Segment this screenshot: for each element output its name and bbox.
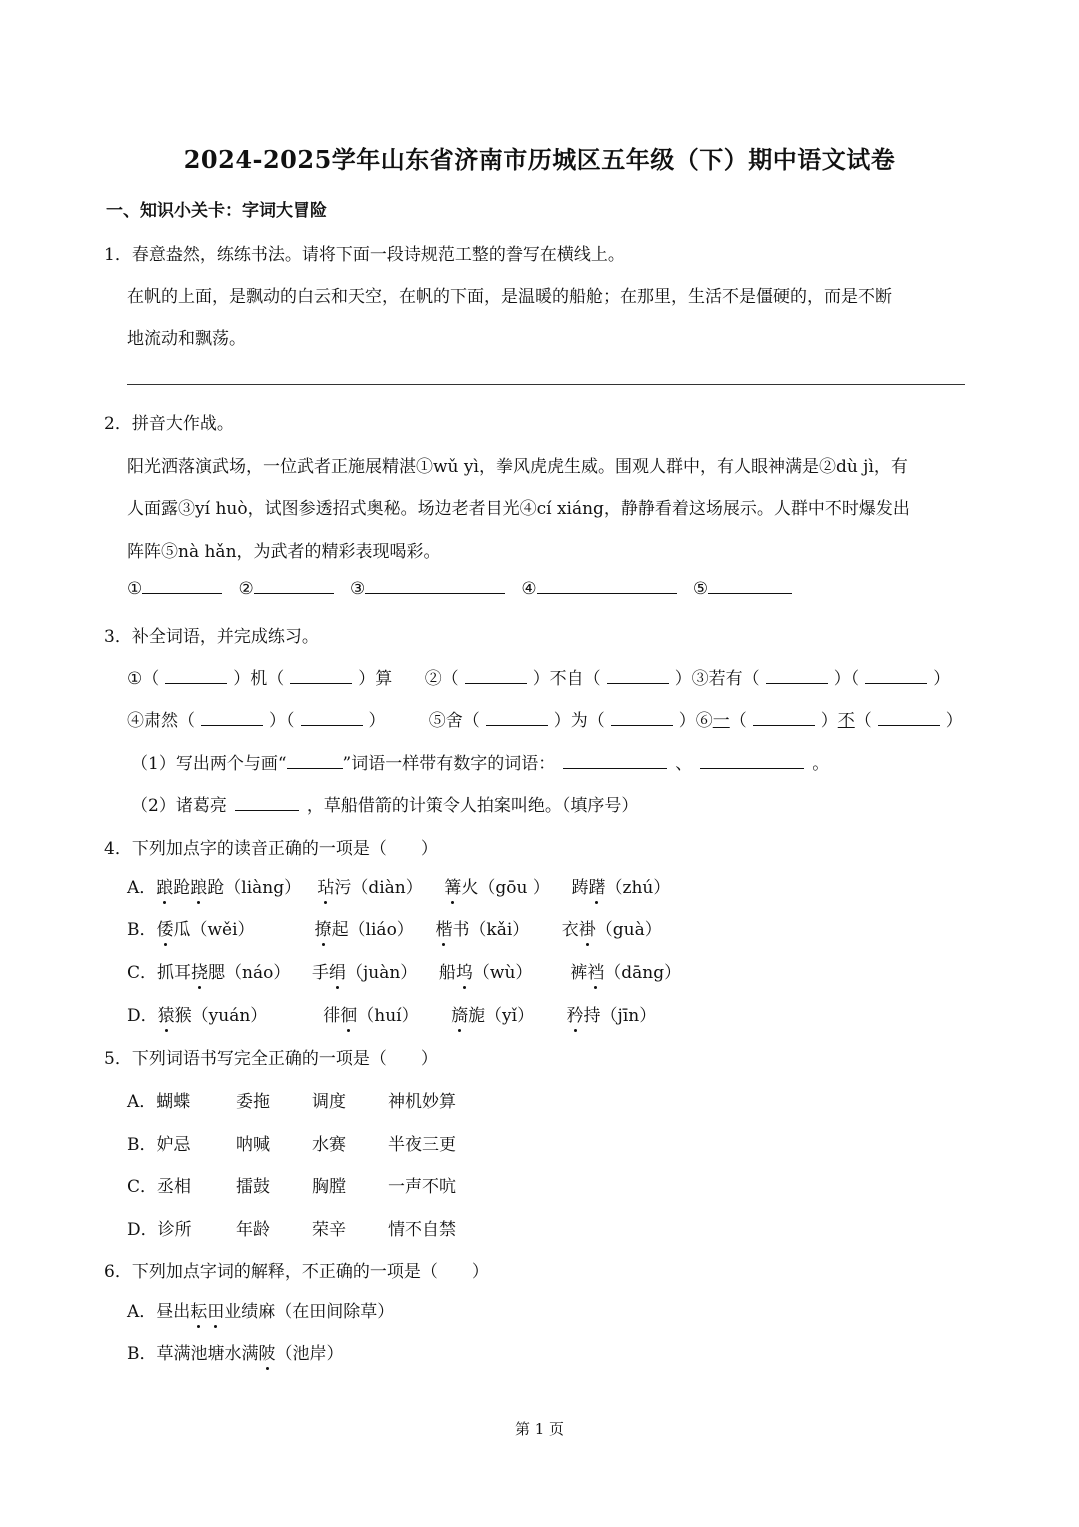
question-3-sub-1: （1）写出两个与画“ ”词语一样带有数字的词语： 、 。 bbox=[131, 754, 830, 774]
answer-line[interactable] bbox=[127, 384, 965, 385]
question-2-stem bbox=[104, 409, 234, 434]
question-number: 5． bbox=[104, 1049, 132, 1069]
answer-blank[interactable] bbox=[700, 754, 804, 769]
question-4-option-a[interactable]: A．踉跄踉跄（liàng） 玷污（diàn） 篝火（gōu ） 踌躇（zhú） bbox=[127, 873, 670, 898]
question-text: 补全词语，并完成练习。 bbox=[131, 627, 319, 647]
question-1-passage-line: 地流动和飘荡。 bbox=[127, 329, 246, 349]
answer-blank[interactable] bbox=[486, 711, 548, 726]
question-6-option-b[interactable]: B．草满池塘水满陂（池岸） bbox=[127, 1339, 344, 1364]
question-5-option-c[interactable]: C．丞相 擂鼓 胸膛 一声不吭 bbox=[127, 1177, 456, 1197]
question-4-option-b[interactable]: B．倭瓜（wěi） 撩起（liáo） 楷书（kǎi） 衣褂（guà） bbox=[127, 915, 662, 940]
question-number: 1． bbox=[104, 245, 132, 265]
question-2-passage-line: 阵阵⑤nà hǎn，为武者的精彩表现喝彩。 bbox=[127, 542, 441, 562]
question-4-stem bbox=[104, 834, 438, 859]
question-2-passage-line: 人面露③yí huò，试图参透招式奥秘。场边老者目光④cí xiáng，静静看着这场展示。人群中不时爆发出 bbox=[127, 499, 910, 519]
answer-blank[interactable] bbox=[290, 669, 352, 684]
blank-label: ④ bbox=[521, 579, 537, 599]
page-title: 2024-2025学年山东省济南市历城区五年级（下）期中语文试卷 bbox=[183, 145, 896, 174]
answer-blank[interactable] bbox=[865, 669, 927, 684]
answer-blank[interactable] bbox=[878, 711, 940, 726]
blank-label: ⑤ bbox=[692, 579, 709, 599]
section-heading-1: 一、知识小关卡：字词大冒险 bbox=[106, 201, 327, 221]
underline-sample bbox=[287, 754, 343, 769]
question-number: 4． bbox=[104, 839, 132, 859]
answer-blank[interactable] bbox=[201, 711, 263, 726]
underlined-char: 不 bbox=[837, 711, 855, 731]
question-5-option-b[interactable]: B．妒忌 呐喊 水赛 半夜三更 bbox=[127, 1135, 456, 1155]
question-3-stem bbox=[104, 622, 319, 647]
question-4-option-c[interactable]: C．抓耳挠腮（náo） 手绢（juàn） 船坞（wù） 裤裆（dāng） bbox=[127, 958, 681, 983]
answer-blank[interactable] bbox=[708, 579, 792, 594]
question-4-option-d[interactable]: D．猿猴（yuán） 徘徊（huí） 旖旎（yǐ） 矜持（jīn） bbox=[127, 1001, 656, 1026]
question-6-option-a[interactable]: A．昼出耘田业绩麻（在田间除草） bbox=[127, 1297, 394, 1322]
question-text: 春意盎然，练练书法。请将下面一段诗规范工整的誊写在横线上。 bbox=[131, 245, 625, 265]
answer-blank[interactable] bbox=[301, 711, 363, 726]
question-number: 6． bbox=[104, 1262, 132, 1282]
question-2-passage-line: 阳光洒落演武场，一位武者正施展精湛①wǔ yì，拳风虎虎生威。围观人群中，有人眼神满是②dù jì，有 bbox=[127, 457, 908, 477]
answer-blank[interactable] bbox=[766, 669, 828, 684]
answer-blank[interactable] bbox=[165, 669, 227, 684]
answer-blank[interactable] bbox=[611, 711, 673, 726]
question-5-stem bbox=[104, 1044, 438, 1069]
answer-blank[interactable] bbox=[365, 579, 505, 594]
question-number: 2． bbox=[104, 414, 132, 434]
underlined-char: 一 bbox=[712, 711, 730, 731]
answer-blank[interactable] bbox=[563, 754, 667, 769]
answer-blank[interactable] bbox=[235, 796, 299, 811]
answer-blank[interactable] bbox=[465, 669, 527, 684]
question-1-passage-line: 在帆的上面，是飘动的白云和天空，在帆的下面，是温暖的船舱；在那里，生活不是僵硬的，而是不断 bbox=[127, 287, 892, 307]
question-5-option-a[interactable]: A．蝴蝶 委拖 调度 神机妙算 bbox=[127, 1092, 456, 1112]
question-6-stem bbox=[104, 1257, 489, 1282]
question-5-option-d[interactable]: D．诊所 年龄 荣辛 情不自禁 bbox=[127, 1220, 456, 1240]
answer-blank[interactable] bbox=[753, 711, 815, 726]
answer-blank[interactable] bbox=[142, 579, 222, 594]
question-3-sub-2: （2）诸葛亮 ，草船借箭的计策令人拍案叫绝。（填序号） bbox=[131, 796, 639, 816]
question-text: 下列加点字词的解释，不正确的一项是（ ） bbox=[131, 1262, 489, 1282]
question-2-answer-blanks bbox=[127, 579, 792, 599]
question-3-row-1: ①（ ）机（ ）算 ②（ ）不自（ ）③若有（ ）（ ） bbox=[127, 669, 951, 689]
blank-label: ③ bbox=[349, 579, 366, 599]
question-1-stem bbox=[104, 240, 625, 265]
page-number: 第 1 页 bbox=[514, 1420, 565, 1438]
blank-label: ① bbox=[127, 579, 143, 599]
question-text: 下列词语书写完全正确的一项是（ ） bbox=[131, 1049, 438, 1069]
question-3-row-2: ④肃然（ ）（ ） ⑤舍（ ）为（ ）⑥一（ ）不（ ） bbox=[127, 711, 963, 731]
question-text: 下列加点字的读音正确的一项是（ ） bbox=[131, 839, 438, 859]
answer-blank[interactable] bbox=[607, 669, 669, 684]
question-number: 3． bbox=[104, 627, 132, 647]
answer-blank[interactable] bbox=[254, 579, 334, 594]
question-text: 拼音大作战。 bbox=[131, 414, 234, 434]
blank-label: ② bbox=[238, 579, 254, 599]
answer-blank[interactable] bbox=[537, 579, 677, 594]
